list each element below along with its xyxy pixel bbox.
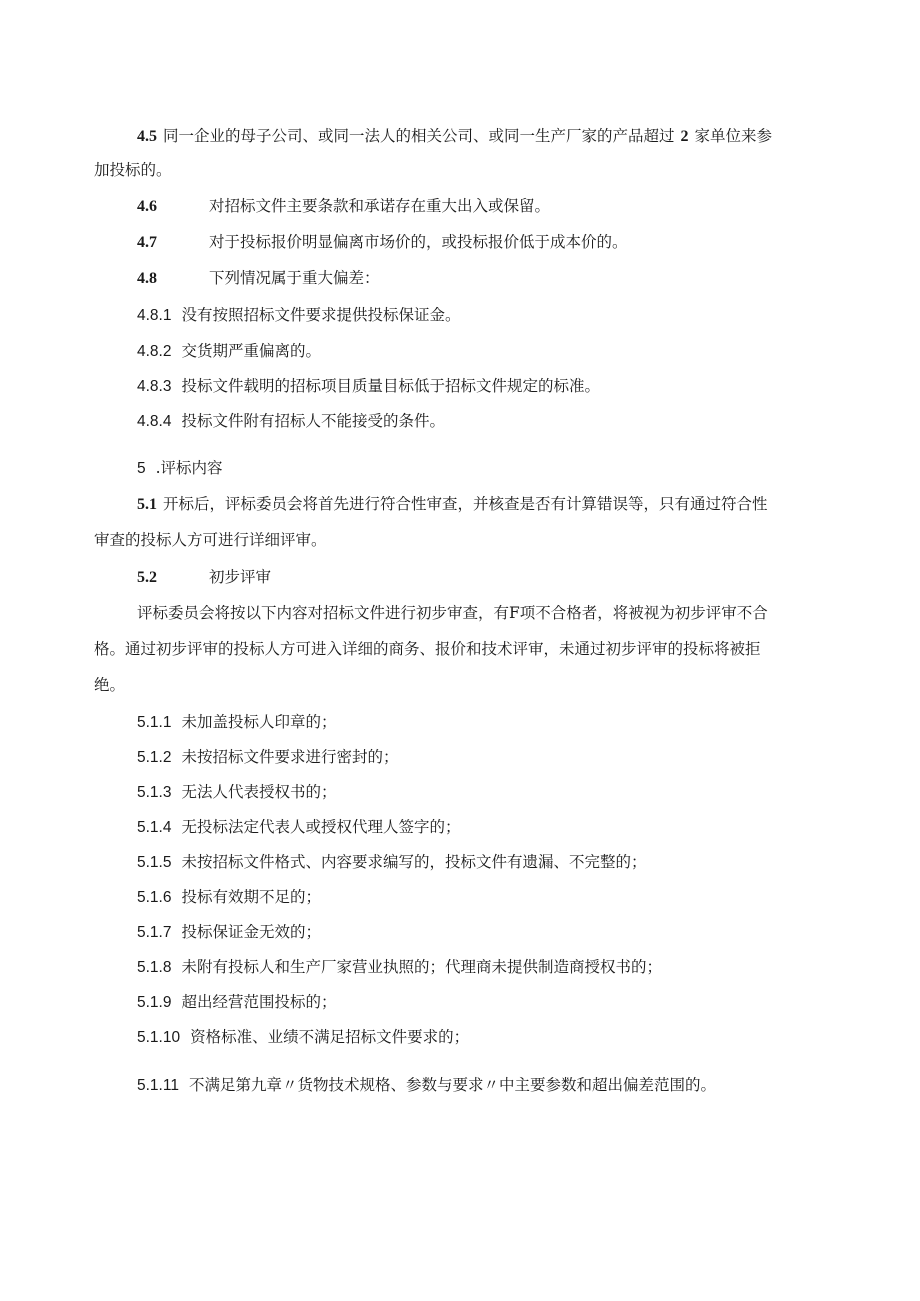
sub-item — [137, 1075, 716, 1096]
clause-4-8-4 — [137, 411, 445, 432]
clause-4-8-1 — [137, 305, 461, 326]
clause-text: 加投标的。 — [94, 161, 172, 179]
sub-item-text: 未附有投标人和生产厂家营业执照的；代理商未提供制造商授权书的； — [181, 958, 662, 976]
sub-item-number: 5.1.8 — [137, 959, 172, 976]
sub-item-text: 未加盖投标人印章的； — [181, 713, 337, 731]
clause-number: 4.7 — [137, 234, 157, 251]
sub-item-number: 5.1.5 — [137, 854, 172, 871]
sub-item-text: 投标有效期不足的； — [181, 888, 321, 906]
clause-4-8-3 — [137, 376, 600, 397]
clause-4-7 — [137, 232, 628, 253]
sub-item-number: 5.1.3 — [137, 784, 172, 801]
clause-number: 4.8.2 — [137, 343, 172, 360]
clause-text: 对招标文件主要条款和承诺存在重大出入或保留。 — [209, 197, 551, 215]
clause-text: 下列情况属于重大偏差： — [209, 269, 380, 287]
sub-item-text: 超出经营范围投标的； — [181, 993, 337, 1011]
clause-text: 交货期严重偏离的。 — [181, 342, 321, 360]
clause-5-1-cont — [94, 530, 327, 550]
clause-4-8-2 — [137, 341, 321, 362]
clause-number: 4.8.3 — [137, 378, 172, 395]
sub-item — [137, 782, 337, 803]
sub-item-number: 5.1.9 — [137, 994, 172, 1011]
paragraph-5-2-line1 — [137, 603, 768, 623]
clause-text: 投标文件附有招标人不能接受的条件。 — [181, 412, 445, 430]
sub-item-text: 不满足第九章〃货物技术规格、参数与要求〃中主要参数和超出偏差范围的。 — [188, 1076, 716, 1094]
paragraph-text: 评标委员会将按以下内容对招标文件进行初步审查，有F项不合格者，将被视为初步评审不合 — [137, 604, 768, 622]
clause-text: 同一企业的母子公司、或同一法人的相关公司、或同一生产厂家的产品超过 — [163, 127, 675, 145]
sub-item — [137, 922, 321, 943]
clause-text: 对于投标报价明显偏离市场价的，或投标报价低于成本价的。 — [209, 233, 628, 251]
clause-text: 没有按照招标文件要求提供投标保证金。 — [181, 306, 461, 324]
paragraph-5-2-line3 — [94, 675, 125, 695]
paragraph-text: 绝。 — [94, 676, 126, 694]
clause-number: 4.8.4 — [137, 413, 172, 430]
paragraph-text: 格。通过初步评审的投标人方可进入详细的商务、报价和技术评审，未通过初步评审的投标将被拒 — [94, 640, 761, 658]
clause-text-cont: 家单位来参 — [694, 127, 773, 145]
clause-number-inline: 2 — [680, 128, 689, 145]
clause-number: 4.5 — [137, 128, 157, 145]
clause-number: 4.6 — [137, 198, 157, 215]
sub-item — [137, 887, 321, 908]
sub-item-text: 未按招标文件格式、内容要求编写的，投标文件有遗漏、不完整的； — [181, 853, 647, 871]
clause-4-6 — [137, 196, 550, 217]
sub-item-text: 资格标准、业绩不满足招标文件要求的； — [190, 1028, 470, 1046]
sub-item-number: 5.1.7 — [137, 924, 172, 941]
clause-4-8 — [137, 268, 380, 289]
sub-item — [137, 817, 461, 838]
clause-number: 5.1 — [137, 496, 157, 513]
sub-item — [137, 1027, 469, 1048]
clause-number: 4.8 — [137, 270, 157, 287]
sub-item-number: 5.1.11 — [137, 1077, 179, 1094]
sub-item-text: 无法人代表授权书的； — [181, 783, 337, 801]
sub-item — [137, 747, 399, 768]
sub-item-number: 5.1.4 — [137, 819, 172, 836]
clause-number: 5.2 — [137, 569, 157, 586]
paragraph-5-2-line2 — [94, 639, 761, 659]
sub-item-number: 5.1.2 — [137, 749, 172, 766]
clause-text: 开标后，评标委员会将首先进行符合性审查，并核查是否有计算错误等，只有通过符合性 — [163, 495, 768, 513]
section-title: .评标内容 — [155, 459, 223, 477]
sub-item-text: 投标保证金无效的； — [181, 923, 321, 941]
sub-item — [137, 992, 337, 1013]
clause-text: 初步评审 — [209, 568, 272, 586]
sub-item-number: 5.1.10 — [137, 1029, 181, 1046]
clause-text: 审查的投标人方可进行详细评审。 — [94, 531, 327, 549]
clause-5-1 — [137, 494, 768, 515]
clause-number: 4.8.1 — [137, 307, 172, 324]
sub-item — [137, 852, 647, 873]
sub-item — [137, 712, 337, 733]
sub-item-number: 5.1.6 — [137, 889, 172, 906]
sub-item-text: 未按招标文件要求进行密封的； — [181, 748, 399, 766]
clause-4-5-cont — [94, 160, 172, 180]
section-number: 5 — [137, 460, 146, 477]
clause-4-5 — [137, 126, 772, 147]
clause-text: 投标文件载明的招标项目质量目标低于招标文件规定的标准。 — [181, 377, 600, 395]
clause-5-2 — [137, 567, 271, 588]
sub-item-text: 无投标法定代表人或授权代理人签字的； — [181, 818, 461, 836]
sub-item-number: 5.1.1 — [137, 714, 172, 731]
section-5-heading — [137, 458, 223, 479]
sub-item — [137, 957, 662, 978]
